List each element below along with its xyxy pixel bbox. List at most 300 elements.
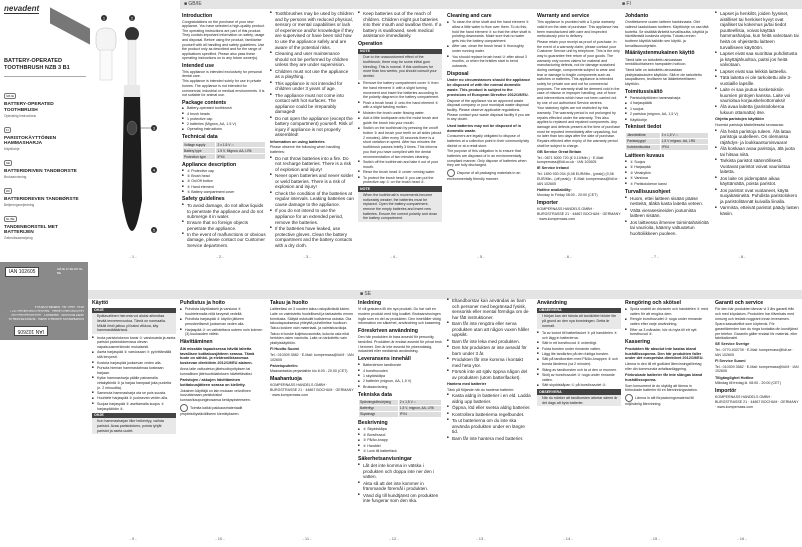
note-label: NOTE <box>358 49 442 55</box>
list-item: ■ Kytke hammasharja päälle painamalla virtakytkintä ③ ja harjaa hampaat joka puolelta (n. 2 minuuttia). <box>92 376 176 390</box>
paragraph: Som konsument är du skyldig att lämna in förbrukade batterier till en återvinningsstation. <box>625 383 698 393</box>
ian-code: IAN 102605 <box>5 267 39 277</box>
list-item: ■ 2 paristoa (mignon, AA, 1,5 V) <box>625 112 709 117</box>
subheading: GB Service Great Britain <box>537 149 582 154</box>
importer-address: KOMPERNASS HANDELS GMBH · BURGSTRASSE 21 · 44867 BOCHUM · GERMANY · www.kompernass.com <box>6 313 84 321</box>
language-subtitle: Käyttöohje <box>4 147 20 151</box>
paragraph: Please observe the following when handling batteries: <box>270 145 340 154</box>
toothbrush-body <box>122 27 142 231</box>
list-item: ■ Skölj av borsthuvudet ② noga under rinnande vatten. <box>537 373 621 382</box>
paragraph: Your statutory rights are not restricted by this warranty. The warranty period is not prolonged by repairs effected under the warranty. This also applies to replaced and repaired components. Any damage and defects present at the time of purchase must be reported immediately after unpacking, but no later than two days after the date of purchase. Repairs effected after expiry of the warranty period shall be subject to charge. <box>537 106 621 148</box>
flag-badge: GB IE <box>6 94 15 98</box>
safety-item: ■ Den här produkten är inte avsedd för barn under 3 år. <box>447 345 531 356</box>
list-item: ■ ① Protective cap <box>182 169 266 174</box>
flag-badge: DK <box>6 188 11 193</box>
language-entry <box>4 207 86 241</box>
note-text: When the toothbrush's movements become noticeably weaker, the batteries must be replaced. Open the battery compartment, remove the empty batteries and insert new batteries. Ensure the correct polarity and close the battery compartment. <box>363 193 438 221</box>
language-subtitle: Betjeningsvejledning <box>4 202 35 207</box>
paragraph: Spara kassakvittot som köpbevis. För garantiärenden kan du ringa kontakta din kundtjänst per telefon. Garantin gäller endast för material- eller fabrikationsfel. <box>715 322 798 341</box>
list-item: ■ ④ Hand element <box>182 185 266 190</box>
safety-item: ■ The appliance must not come into contact with hot surfaces. The appliance could be irreparably damaged! <box>270 93 354 115</box>
paragraph: Tel.: 010309 3582 · E-Mail: kompernass@lidl.fi · IAN 102605 <box>715 364 799 374</box>
manual-column <box>358 11 442 224</box>
manual-column <box>625 11 709 237</box>
language-subtitle: Bruksanvisning <box>4 174 27 179</box>
list-item: ■ You should replace brush head ② after about 3 months, or when the bristles start to bend outwards. <box>447 55 531 69</box>
safety-item: ■ Check the condition of the batteries at regular intervals. Leaking batteries can cause damage to the appliance. <box>270 191 354 208</box>
list-item: ■ 2 batterier (mignon, AA, 1,5 V) <box>358 379 442 384</box>
table-cell: IPX4 <box>660 144 708 150</box>
section-heading: Operation <box>358 40 383 47</box>
recycling-note <box>625 394 709 407</box>
list-item: ■ Spola snabbt av drivaxeln och handdelen ④ med vatten för att rengöra dem. <box>625 307 709 316</box>
table-cell: Voltage supply <box>183 142 216 148</box>
page-number: - 8 - <box>727 255 757 259</box>
technical-data-table <box>358 399 442 418</box>
page-number: - 6 - <box>553 255 583 259</box>
paragraph: Consumers are legally obligated to dispose of batteries at a collection point in their community/city district or at a retail store. <box>447 134 530 148</box>
manual-column <box>537 11 621 222</box>
note-label: OBSERVERA <box>537 308 621 314</box>
language-entry <box>4 151 86 179</box>
cover-panel <box>0 0 88 262</box>
table-cell: Spänningsförsörjning <box>359 399 399 405</box>
table-cell: Skyddstyp <box>359 411 399 417</box>
list-item: ■ After use, clean the brush head ② thoroughly under running water. <box>447 44 531 53</box>
safety-item: ■ Tätä laitetta ei ole tarkoitettu alle 3-vuotiaille lapsille. <box>715 75 799 86</box>
manual-column <box>92 298 176 436</box>
header-bar-top <box>180 0 802 9</box>
list-item: ■ Sammuta hammasharja ota se pois suusta. <box>92 391 176 396</box>
safety-item: ■ Produkten får inte komma i kontakt med heta ytor. <box>447 357 531 368</box>
information-update: Last Information Update · Stand der Informationen: 07 / 2014 · Ident.-No.: NZB3B1-072014-2 <box>10 305 84 314</box>
list-item: ■ Sätt in ett borsthuvud ② ordentligt. <box>537 341 621 346</box>
note-box <box>358 186 442 222</box>
safety-item: ■ Lapset eivät saa suorittaa puhdistusta ja käyttäjähuoltoa, paitsi jos heitä valvotaan. <box>715 51 799 68</box>
safety-item: ■ If the batteries have leaked, use protective gloves. Clean the battery compartment and the battery contacts with a dry cloth. <box>270 226 354 248</box>
section-heading: Turvallisuusohjeet <box>625 188 671 195</box>
technical-data-table <box>625 132 709 151</box>
manual-column <box>715 11 799 217</box>
page-number: - 15 - <box>640 537 670 541</box>
list-item: ■ Harjaspää ② on vaihdettava uuteen noin kolmen (3) kuukauden välein. <box>180 328 264 337</box>
section-heading: Importer <box>537 200 559 207</box>
manual-column <box>537 298 621 408</box>
recycling-text: Toimita kaikki pakkausmateriaalit ympäristöystävälliseen kierrätykseen. <box>180 405 243 416</box>
paragraph: This appliance is intended solely for use in private homes. The appliance is not intended for commercial, industrial or medical environments. It is not suitable for animal use. <box>182 79 265 98</box>
language-title: BATTERIDRIVEN TANDBORSTE <box>4 169 77 174</box>
ian-header <box>0 262 88 290</box>
importer-info <box>4 304 84 320</box>
list-item: ■ To protect the brush head ② you can put the protective cap ① on the brush head ②. <box>358 176 442 185</box>
section-heading: Kassering <box>625 338 651 345</box>
language-list <box>4 84 86 240</box>
page-number: - 14 - <box>553 537 583 541</box>
list-item: ■ 2 batteries (Mignon, AA, 1.5 V) <box>182 122 266 127</box>
safety-item: ■ Barn får inte rengöra eller serva produkten utan att någon vuxen håller uppsikt. <box>447 321 531 338</box>
subheading: Produkten får absolut inte kastas bland hushållssoporna. Den här produkten faller under det europeiska direktivet 2012/19/EU. <box>625 346 704 361</box>
spare-brush-head <box>96 28 116 80</box>
safety-item: ■ Älä heitä paristoja tuleen. Älä lataa paristoja uudelleen. On olemassa räjähdys- ja loukkaantumisvaara! <box>715 129 799 146</box>
section-heading: Johdanto <box>625 13 649 19</box>
page-number: - 5 - <box>466 255 496 259</box>
list-item: ■ Puhdista harjaspää ② käytön jälkeen perusteellisesti juoksevan veden alla. <box>180 317 264 326</box>
paragraph: Jokainen käyttäjä on lain mukaan velvollinen luovuttamaan paristot/akut kunnan/kaupunginosansa keräyspisteeseen. <box>180 388 251 402</box>
list-item: ■ Käyttöohje <box>625 118 709 123</box>
list-item: ■ Lägg lite tandkräm på den fuktiga borsten. <box>537 352 621 357</box>
subheading: Information on using batteries <box>270 139 325 144</box>
list-item: ■ ① Suojus <box>625 160 709 165</box>
subheading: Tillgänglighet Hotline <box>715 375 754 380</box>
section-heading: Importör <box>715 387 737 394</box>
marker-1-label: 1 <box>102 15 106 21</box>
marker-5-label: 5 <box>152 227 156 233</box>
safety-item: ■ Do not throw batteries into a fire. Do not recharge batteries. There is a risk of explosion and injury! <box>270 156 354 173</box>
list-item: ■ Irrota paristolokeron kansi ⑤ varsiosasta ja aseta paristot paristolokerossa olevan napaisuusmerkinnän mukaisesti. <box>92 336 176 350</box>
safety-item: ■ Varmista, etteivät paristot päädy lasten käsiin. <box>715 205 799 216</box>
list-item: ■ Rinse the brush head ② under running water. <box>358 170 442 175</box>
paragraph: Den här produkten är bara avsedd för personlig tandvård. Produkten är endast avsedd för privat bruk i hemmet. Den är inte avsedd för yrkesmässig, industriell eller medicinsk användning. <box>358 335 442 354</box>
section-heading: Beskrivning <box>358 420 388 427</box>
subheading: Förbrukade batterier får inte slängas bland hushållssoporna. <box>625 373 703 382</box>
safety-item: ■ Laite ei saa joutua kosketuksiin kuumien pintojen kanssa. Laite voi vaurioitua korjauskelvottomaksi! <box>715 87 799 104</box>
section-heading: Introduction <box>182 12 213 19</box>
section-heading: Hävittäminen <box>180 338 213 345</box>
note-label: OHJE <box>92 413 176 419</box>
section-heading: Cleaning and care <box>447 13 492 19</box>
paragraph: KOMPERNASS HANDELS GMBH · BURGSTRASSE 21 · 44867 BOCHUM · GERMANY · www.kompernass.com <box>715 395 799 409</box>
subheading: SE Service Sverige <box>715 342 750 347</box>
manual-column <box>182 11 266 249</box>
recycling-note <box>180 404 264 417</box>
safety-item: ■ Öppna, löd eller svetsa aldrig batterier. <box>447 405 531 411</box>
page-number: - 1 - <box>118 255 148 259</box>
safety-item: ■ In the event of malfunctions or obvious damage, please contact our Customer Service department. <box>182 232 266 249</box>
subheading: Hantera med batterier <box>447 381 487 386</box>
section-heading: Safety guidelines <box>182 196 225 203</box>
table-cell: 1.5 V, Mignon, AA, LR6 <box>216 148 266 154</box>
list-item: ■ Add a little toothpaste onto the moist brush and guide the brush into your mouth. <box>358 116 442 125</box>
ian-flags: GB IE FI SE DK NL BE <box>57 267 83 275</box>
list-item: ■ Rengör borsthuvudet ② noga under rinnande vatten efter varje användning. <box>625 317 709 326</box>
technical-data-table <box>182 141 266 160</box>
list-item: ■ Sätt skyddskåpan ① på borsthuvudet ②. <box>537 383 621 388</box>
paragraph: Måndag till fredag kl. 08:00 - 20:00 (CET) <box>715 381 781 386</box>
safety-item: ■ Ta ut batterierna om du inte ska använda produkten under en längre tid. <box>447 418 531 435</box>
marker-4-label: 4 <box>152 167 156 173</box>
list-item: ■ Moisten the brush under flowing water. <box>358 111 442 116</box>
page-number: - 2 - <box>205 255 235 259</box>
safety-item: ■ Lapset ja henkilöt, joiden fyysiset, aistilliset tai henkiset kyvyt ovat rajalliset tai kokemus ja/tai tiedot puutteellisia, voivat käyttää hammasharjaa, kun heitä valvotaan tai heitä on ohjeistettu laitteen turvalliseen käyttöön. <box>715 11 799 50</box>
safety-item: ■ Eltandborstar kan användas av barn och personer med begränsad fysisk, sensorisk eller mental förmåga om de har fått instruktioner. <box>447 298 531 320</box>
recycling-text: Dispose of all packaging materials in an environmentally friendly manner. <box>447 170 521 181</box>
safety-item: ■ Do not open the appliance (except the battery compartment) yourself. Risk of injury if appliance is not properly assembled! <box>270 116 354 138</box>
language-entry <box>4 84 86 118</box>
list-item: ■ ② Harjaspää <box>625 165 709 170</box>
language-title: BATTERY-OPERATED TOOTHBRUSH <box>4 102 54 113</box>
paragraph: Lämna in den till ett godkänt återvinningsföretag eller din kommunala avfallsanläggning. <box>625 362 702 371</box>
section-heading: Säkerhetsanvisningar <box>358 455 412 462</box>
safety-item: ■ Jos paristot ovat vuotaneet, käytä suojakäsineitä. Puhdista paristolokero ja paristolitännät kuivalla liinalla. <box>715 188 799 205</box>
list-item: ■ ② Borsthuvud <box>358 433 442 438</box>
list-item: ■ 1 suojus <box>625 107 709 112</box>
ian-code-rotated: IAN 102605 <box>14 326 48 336</box>
recycling-icon <box>447 169 455 177</box>
table-cell: 1,5 V, mignon, AA, LR6 <box>398 405 441 411</box>
recycling-icon <box>180 404 188 412</box>
note-label: NOTE <box>358 186 442 192</box>
list-item: ■ Operating instructions <box>182 127 266 132</box>
note-label: OHJE <box>92 308 176 314</box>
manual-column <box>270 298 354 398</box>
list-item: ■ Push a brush head ② onto the hand element ④ with a slight twisting motion. <box>358 101 442 110</box>
section-heading: Käyttö <box>92 300 109 306</box>
paragraph: Takuu ei koske kuljetusvaurioita, kuluvia osia eikä herkkien osien vaurioita. Laite on tarkoitettu vain yksityiskäyttöön. <box>270 331 349 345</box>
page-number: - 12 - <box>379 537 409 541</box>
list-item: ■ ③ Virtakytkin <box>625 171 709 176</box>
table-cell: Paristotyyppi <box>626 138 661 144</box>
table-row <box>626 144 709 150</box>
language-entry <box>4 179 86 207</box>
safety-item: ■ Toothbrushes may be used by children and by persons with reduced physical, sensory or mental capabilities or lack of experience and/or knowledge if they are supervised or have been told how to use the appliance safely and are aware of the potential risks. <box>270 11 354 50</box>
paragraph: Tel: 1890 930 034 (0,08 EUR/Min., (peak)) (0,06 EUR/Min., (off peak)) · E-Mail: kompernass@lidl.ie · IAN 102605 <box>537 172 620 186</box>
language-title: BATTERIDREVEN TANDBØRSTE <box>4 196 79 202</box>
list-item: ■ Battery-operated toothbrush <box>182 106 266 111</box>
safety-item: ■ Vänd dig till kundtjänst om produkten inte fungerar som den ska. <box>358 493 442 504</box>
paragraph: Dispose of the appliance via an approved waste disposal company or your municipal waste disposal facility. Please observe applicable regulations. Please contact your waste disposal facility if you are in any doubt. <box>447 98 530 122</box>
safety-item: ■ Älä koskaan avaa paristoja, älä juota tai hitsaa niitä. <box>715 146 799 157</box>
list-item: ■ To clean the drive shaft and the hand element ④ allow a little water to flow over them. To do this, hold the hand element ④ so that the drive shaft is pointing downwards. Make sure that no water gets into the battery compartment. <box>447 20 531 43</box>
note-text: Due to the unaccustomed effect of the toothbrush, there may be some initial gum bleeding. This is normal. If this continues for more than two weeks, you should consult your dentist. <box>363 55 437 79</box>
table-cell: 2 x 1,5 V ⎓ <box>398 399 441 405</box>
table-cell: 2 x 1.5 V ⎓ <box>216 142 266 148</box>
safety-item: ■ Barn får inte leka med produkten. <box>447 339 531 345</box>
paragraph: Onnittelumme uuden laitteen hankinnasta. Olet valinnut laadukkaan tuotteen. Käyttöohje on osa tätä tuotetta. Se sisältää tärkeitä turvallisuutta, käyttöä ja hävittämistä koskevia ohjeita. Tutustu ennen tuotteen käyttöä kaikkiin sen käyttö- ja turvallisuusohjeisiin. <box>625 20 709 48</box>
paragraph: Tänk på följande när du hanterar batterier: <box>447 387 515 392</box>
subheading: Palvelupuhelin: <box>270 363 299 368</box>
page-number: - 11 - <box>292 537 322 541</box>
paragraph: Congratulations on the purchase of your new appliance. You have selected a high-quality product. The operating instructions are part of this product. They contain important information on safety, usage and disposal. Before using the product, familiarise yourself with all handling and safety guidelines. Use the product only as described and for the range of applications specified. Please also pass these operating instructions on to any future owner(s). <box>182 19 265 61</box>
list-item: ■ Sätt på tandborsten med På/Av-knappen ③ och borsta tänderna (ca 2 minuter). <box>537 357 621 366</box>
safety-item: ■ This appliance is not intended for children under 3 years of age. <box>270 81 354 92</box>
recycling-text: Lämna in allt förpackningsmaterial till miljövänlig återvinning. <box>625 395 694 406</box>
table-cell: IPX4 <box>216 154 266 160</box>
section-heading: Toimitussisältö <box>625 88 663 95</box>
safety-item: ■ Älä avaa laitetta (paristolokeroa lukuun ottamatta) itse. <box>715 104 799 115</box>
list-item: ■ Pursota hieman hammastahnaa kosteaan harjaan. <box>92 366 176 375</box>
marker-2-label: 2 <box>130 15 134 21</box>
paragraph: Monday to Friday 08:00 - 20:00 (CET) <box>537 193 598 198</box>
list-item: ■ 4 borsthuvuden <box>358 369 442 374</box>
section-heading: Garanti och service <box>715 300 764 306</box>
safety-item: ■ Låt det inte komma in vätska i produkten och doppa inte ner den i vatten. <box>358 463 442 480</box>
page-number: - 10 - <box>205 537 235 541</box>
page-number: - 4 - <box>379 255 409 259</box>
flag-badge: SE <box>6 161 11 165</box>
page-number: - 16 - <box>727 537 757 541</box>
safety-item: ■ Kasta aldrig in batterier i en eld. Ladda aldrig upp batterier. <box>447 393 531 404</box>
page-number: - 3 - <box>292 255 322 259</box>
list-item: ■ Batteridriven tandborste <box>358 363 442 368</box>
brand-logo: nevadent <box>4 4 40 13</box>
list-item: ■ ⑤ Paristolokeron kansi <box>625 182 709 187</box>
list-item: ■ ③ På/Av-knapp <box>358 438 442 443</box>
table-cell: Battery type <box>183 148 216 154</box>
paragraph: KOMPERNASS HANDELS GMBH · BURGSTRASSE 21 · 44867 BOCHUM · GERMANY · www.kompernass.com <box>270 383 354 397</box>
list-item: ■ Puhdista käyttöakseli ja varsiosa ④ huuhtelemalla niitä kevyesti vedellä. <box>180 307 264 316</box>
manual-column <box>270 11 354 249</box>
list-item: ■ Kostuta harjaspää juoksevan veden alla. <box>92 361 176 366</box>
list-item: ■ Suojaa harjaspää ② asettamalla suojus ① harjaspäähän ②. <box>92 402 176 411</box>
manual-column <box>715 298 799 410</box>
list-item: ■ Paristokäyttöinen hammasharja <box>625 96 709 101</box>
section-se: ■ SE <box>360 291 372 297</box>
list-item: ■ 1 skyddskåpa <box>358 374 442 379</box>
manual-column <box>447 11 531 183</box>
recycling-note <box>447 169 531 182</box>
section-heading: Technical data <box>182 133 218 140</box>
list-item: ■ 4 brush heads <box>182 112 266 117</box>
subheading: Used batteries may not be disposed of in domestic waste. <box>447 123 522 133</box>
section-heading: Appliance description <box>182 161 237 168</box>
safety-item: ■ If you do not intend to use the appliance for an extended period, remove the batteries. <box>270 208 354 225</box>
ian-rotated-block <box>0 290 88 340</box>
table-cell: IPX4 <box>398 411 441 417</box>
section-heading: Föreskriven användning <box>358 327 418 334</box>
list-item: ■ Remove the battery compartment cover ⑤ from the hand element ④ with a slight turning movement and insert the batteries according to the polarity diagram in the battery compartment. <box>358 81 442 100</box>
table-cell: Jännitelähde <box>626 132 661 138</box>
list-item: ■ Huuhtele harjaspää ② juoksevan veden alla. <box>92 396 176 401</box>
table-row <box>359 411 442 417</box>
safety-item: ■ Lapset eivät saa leikkiä laitteella. <box>715 69 799 75</box>
note-label: OBSERVERA <box>537 389 621 395</box>
list-item: ■ ① Skyddskåpa <box>358 427 442 432</box>
note-box <box>92 308 176 334</box>
manual-column <box>180 298 264 417</box>
manual-column <box>447 298 531 442</box>
paragraph: Vi vill gratulera till din nya produkt. Du har valt en modern produkt med hög kvalitet. Bruksanvisningen ingår som en del av produkten. Den innehåller viktig information om säkerhet, användning och kassering. <box>358 307 442 326</box>
page-number: - 9 - <box>118 537 148 541</box>
language-title: PARISTOKÄYTTÖINEN HAMMASHARJA <box>4 135 57 147</box>
safety-item: ■ Ensure that no foreign objects penetrate the appliance. <box>182 220 266 231</box>
safety-item: ■ Kontrollera batterierna regelbundet. <box>447 412 531 418</box>
safety-item: ■ Jos laitteessa ilmenee toimintahäiriöitä tai vaurioita, käänny valtuutetun huoltoliikkeen puoleen. <box>625 220 709 237</box>
note-text: Kun hammasharjan liike heikentyy, vaihda paristot. Avaa paristolokero, poista tyhjät paristot ja aseta uudet. <box>97 419 164 433</box>
paragraph: Tämä laite on tarkoitettu ainoastaan henkilökohtaiseen hampaiden hoitoon. <box>625 57 687 67</box>
table-row <box>359 405 442 411</box>
flag-badge: FI <box>6 127 9 132</box>
language-subtitle: Operating instructions <box>4 113 37 118</box>
cover-title: BATTERY-OPERATED TOOTHBRUSH NZB 3 B1 <box>4 58 86 77</box>
list-item: ■ Stäng av tandborsten och ta ut den ur munnen. <box>537 368 621 373</box>
table-cell: Protection type <box>183 154 216 160</box>
subheading: Paristojen / akkujen hävittäminen kotitalousjätteen seassa on kielletty. <box>180 377 246 387</box>
safety-item: ■ Barn får inte hantera med batterier. <box>447 436 531 442</box>
subheading: IE Service Ireland <box>537 166 569 171</box>
manual-column <box>625 298 709 408</box>
toothbrush-illustration <box>88 0 180 262</box>
list-item: ■ Ta av locket till batterifacket ⑤ på handdelen ④ och lägg in batterierna. <box>537 331 621 340</box>
safety-item: ■ Akta så att det inte kommer in främmande föremål i produkten. <box>358 481 442 492</box>
paragraph: Anna laite valtuutetun jätehuoltoyrityksen tai kunnallisen jätehuoltolaitoksen hävitettäväksi. <box>180 367 253 376</box>
paragraph: This appliance is intended exclusively for personal dental care. <box>182 69 262 79</box>
safety-item: ■ Tarkista paristot säännöllisesti. Vuotavat paristot voivat vaurioittaa laitetta. <box>715 158 799 175</box>
paragraph: Tel.: 010309 3582 · E-Mail: kompernass@lidl.fi · IAN 102605 <box>270 352 354 362</box>
page-number: - 13 - <box>466 537 496 541</box>
language-subtitle: Gebruiksaanwijzing <box>4 236 33 240</box>
list-item: ■ 4 harjaspäätä <box>625 101 709 106</box>
note-box <box>92 413 176 435</box>
section-heading: Takuu ja huolto <box>270 300 308 306</box>
section-heading: Användning <box>537 300 567 306</box>
section-heading: Leveransens innehåll <box>358 355 411 362</box>
paragraph: The purpose of this obligation is to ensure that batteries are disposed of in an environmentally compliant manner. Only dispose of batteries when they are fully discharged. <box>447 149 527 168</box>
subheading: FI Huolto Suomi <box>270 347 300 352</box>
paragraph: Maanantaista perjantaihin klo 8.00 - 20.00 (CET) <box>270 369 348 374</box>
section-gb: ■ GB/IE <box>184 1 202 7</box>
list-item: ■ 1 protective cap <box>182 117 266 122</box>
safety-item: ■ Vältä vierasesineiden joutumista laitteen sisään. <box>625 208 709 219</box>
recycling-icon <box>625 394 633 402</box>
language-entry <box>4 118 86 152</box>
cover-ribbon <box>50 7 90 44</box>
section-heading: Määräystenmukainen käyttö <box>625 50 695 57</box>
section-heading: Tekniska data <box>358 391 392 398</box>
paragraph: Tel.: 0871 5000 720 (£ 0.10/Min.) · E-Mail: kompernass@lidl.co.uk · IAN 102605 <box>537 155 605 165</box>
list-item: ■ Switch on the toothbrush by pressing the on/off button ③ and brush your teeth on all sides (about 2 minutes). After every 30 seconds there is a short variation in speed. After two minutes the toothbrush pauses briefly 3 times. This informs you that you have complied with the dental recommendation of two minutes cleaning. <box>358 126 442 159</box>
paragraph: Tel.: 0770-930739 · E-Mail: kompernass@lidl.se · IAN 102605 <box>715 348 794 357</box>
section-heading: Maahantuoja <box>270 376 302 383</box>
note-text: Epätavallinen hieronta voi aluksi aiheuttaa lievää ienverenvuotoa. Tämä on normaalia. Mikäli ilmiö jatkuu yli kaksi viikkoa, käy hammaslääkärissä. <box>97 314 166 333</box>
note-box <box>537 389 621 406</box>
paragraph: KOMPERNASS HANDELS GMBH · BURGSTRASSE 21 · 44867 BOCHUM · GERMANY · www.kompernass.com <box>537 207 621 221</box>
safety-item: ■ Huom, ettei laitteen sisään pääse nesteitä, äläkä kasta laitetta veteen. <box>625 196 709 207</box>
paragraph: Huomioi paristoja käsitellessäsi seuraavaa: <box>715 122 784 127</box>
ian-panel <box>0 262 88 547</box>
safety-item: ■ Cleaning and user maintenance should not be performed by children unless they are under supervision. <box>270 51 354 68</box>
manual-column <box>358 298 442 505</box>
list-item: ■ Aseta harjaspää ② varsiosaan ④ pyörittämällä sitä kevyesti. <box>92 350 176 359</box>
section-heading: Package contents <box>182 99 227 106</box>
subheading: Ohjeita paristojen käyttöön <box>715 117 764 122</box>
language-title: TANDENBORSTEL MET BATTERIJEN <box>4 224 58 236</box>
subheading: Under no circumstances should the appliance be disposed of with the normal domestic waste. This product is subject to the provisions of European Directive 2012/19/EU. <box>447 78 531 98</box>
section-heading: Warranty and service <box>537 13 590 19</box>
safety-item: ■ Jos laite on pidempään aikaa käyttämättä, poista paristot. <box>715 176 799 187</box>
list-item: ■ ⑤ Battery compartment cover <box>182 190 266 195</box>
list-item: ■ ④ Varsiosa <box>625 176 709 181</box>
section-heading: Tekniset tiedot <box>625 124 662 131</box>
paragraph: This appliance is provided with a 3-year warranty valid from the date of purchase. This appliance has been manufactured with care and inspected meticulously prior to delivery. <box>537 20 619 39</box>
list-item: ■ ③ On/Off button <box>182 179 266 184</box>
table-cell: Batterityp <box>359 405 399 411</box>
page-number: - 7 - <box>640 255 670 259</box>
safety-item: ■ To avoid damage, do not allow liquids to penetrate the appliance and do not submerge it in water. <box>182 203 266 220</box>
list-item: ■ Bruksanvisning <box>358 385 442 390</box>
list-item: ■ ② Brush head <box>182 174 266 179</box>
list-item: ■ Efter ca 3 månader, bör du byta till ett nytt borsthuvud ②. <box>625 328 709 337</box>
note-text: I början kan det hända att tandköttet blöder lite på grund av den nya borstningen. Detta är normalt. <box>542 314 617 328</box>
subheading: FI Service Suomi <box>715 359 746 363</box>
marker-3-label: 3 <box>152 125 156 131</box>
table-cell: 2 x 1,5 V ⎓ <box>660 132 708 138</box>
table-cell: Kotelointiluokka <box>626 144 661 150</box>
subheading: Älä missään tapauksessa hävitä laitetta tavallisen kotitalousjätteen seassa. Tämä tuote on sähkö- ja elektroniikkaromua koskevan direktiivin 2012/19/EU alainen. <box>180 346 255 366</box>
paragraph: Tämä laite on tarkoitettu ainoastaan yksityistalouksien käyttöön. Sitä ei ole tarkoitettu kaupalliseen, teolliseen tai lääketieteelliseen käyttöön. <box>625 67 702 86</box>
note-box <box>537 308 621 330</box>
safety-item: ■ Keep batteries out of the reach of children. Children might put batteries into their mouth and swallow them. If a battery is swallowed, seek medical assistance immediately. <box>358 11 442 39</box>
section-heading: Puhdistus ja hoito <box>180 300 225 306</box>
